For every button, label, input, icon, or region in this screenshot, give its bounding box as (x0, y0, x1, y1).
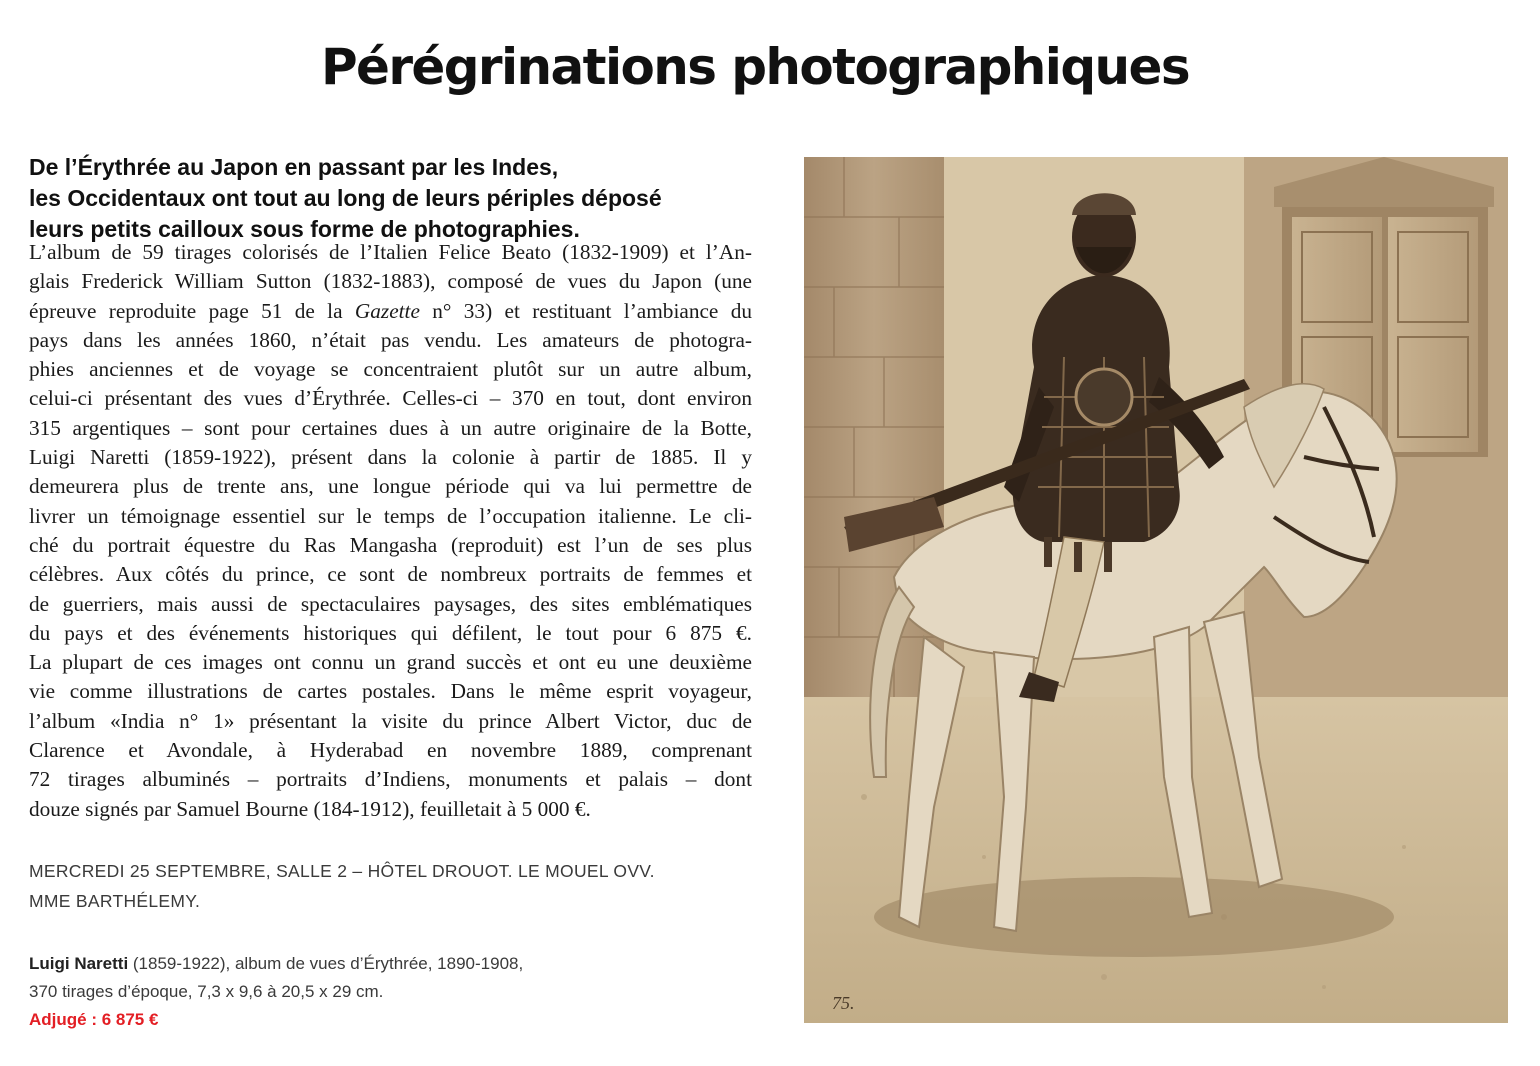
body-line: célèbres. Aux côtés du prince, ce sont de nombreux portraits de femmes et (29, 562, 752, 587)
horse-shadow (874, 877, 1394, 957)
stone-wall-left (804, 157, 944, 717)
caption-text: (1859-1922), album de vues d’Érythrée, 1890-1908, (128, 954, 524, 973)
door-right-leaf (1388, 217, 1478, 452)
body-line: l’album «India n° 1» présentant la visite du prince Albert Victor, duc de (29, 708, 752, 733)
body-line: livrer un témoignage essentiel sur le temps de l’occupation italienne. Le cli- (29, 503, 752, 528)
auction-price: Adjugé : 6 875 € (29, 1010, 159, 1029)
lede-line: De l’Érythrée au Japon en passant par les Indes, (29, 154, 559, 180)
body-line: de guerriers, mais aussi de spectaculaires paysages, des sites emblématiques (29, 591, 752, 616)
body-line (29, 297, 752, 326)
caption-artist: Luigi Naretti (29, 954, 129, 973)
photo-caption (29, 950, 749, 1034)
body-line: demeurera plus de trente ans, une longue période qui va lui permettre de (29, 474, 752, 499)
lede-line: leurs petits cailloux sous forme de photographies. (29, 216, 580, 242)
body-line: Luigi Naretti (1859-1922), présent dans la colonie à partir de 1885. Il y (29, 445, 752, 470)
body-line: pays dans les années 1860, n’était pas vendu. Les amateurs de photogra- (29, 327, 752, 352)
body-line: La plupart de ces images ont connu un grand succès et ont eu une deuxième (29, 650, 752, 675)
body-line: 72 tirages albuminés – portraits d’Indiens, monuments et palais – dont (29, 767, 752, 792)
sale-date-venue: MERCREDI 25 SEPTEMBRE, SALLE 2 – HÔTEL DROUOT. LE MOUEL OVV. (29, 861, 655, 881)
sale-expert: MME BARTHÉLEMY. (29, 891, 201, 911)
body-line: ché du portrait équestre du Ras Mangasha (reproduit) est l’un de ses plus (29, 532, 752, 557)
body-line: douze signés par Samuel Bourne (184-1912), feuilletait à 5 000 €. (29, 796, 591, 821)
body-line: du pays et des événements historiques qui défilent, le tout pour 6 875 €. (29, 620, 752, 645)
caption-line (29, 950, 749, 978)
caption-line: 370 tirages d’époque, 7,3 x 9,6 à 20,5 x 29 cm. (29, 982, 384, 1001)
equestrian-portrait-photo (804, 157, 1508, 1023)
article-title: Pérégrinations photographiques (321, 38, 1189, 96)
body-text: n° 33) et restituant l’ambiance du (419, 298, 752, 323)
article-lede (29, 152, 769, 245)
body-line: vie comme illustrations de cartes postales. Dans le même esprit voyageur, (29, 679, 752, 704)
body-line: celui-ci présentant des vues d’Érythrée. Celles-ci – 370 en tout, dont environ (29, 386, 752, 411)
plate-number: 75. (832, 993, 855, 1013)
lede-line: les Occidentaux ont tout au long de leurs périples déposé (29, 185, 662, 211)
body-line: glais Frederick William Sutton (1832-1883), composé de vues du Japon (une (29, 269, 752, 294)
body-text: épreuve reproduite page 51 de la (29, 298, 355, 323)
publication-name: Gazette (354, 298, 420, 323)
body-line: phies anciennes et de voyage se concentraient plutôt sur un autre album, (29, 357, 752, 382)
shield-ornament (1076, 369, 1132, 425)
sale-info (29, 856, 749, 916)
body-line: L’album de 59 tirages colorisés de l’Italien Felice Beato (1832-1909) et l’An- (29, 240, 752, 264)
body-line: 315 argentiques – sont pour certaines dues à un autre originaire de la Botte, (29, 415, 752, 440)
article-body (29, 238, 752, 824)
body-line: Clarence et Avondale, à Hyderabad en novembre 1889, comprenant (29, 738, 752, 763)
